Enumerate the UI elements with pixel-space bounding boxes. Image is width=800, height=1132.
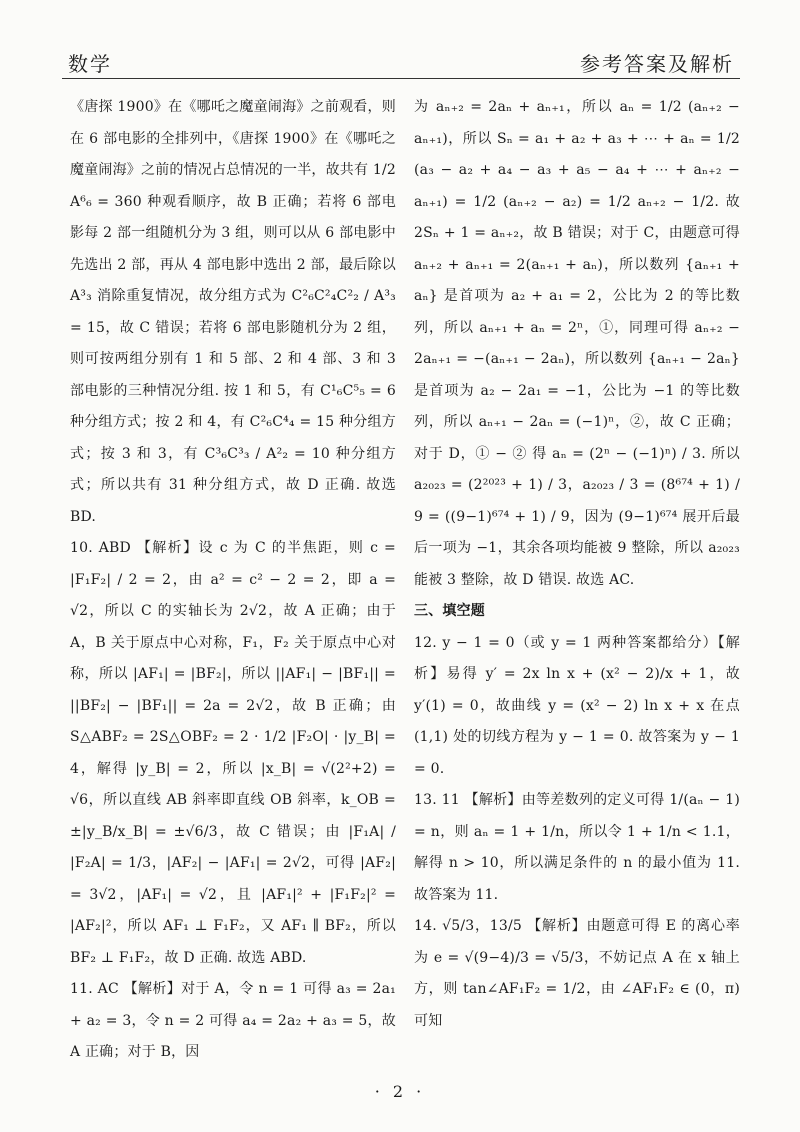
solution-9-continued: 《唐探 1900》在《哪吒之魔童闹海》之前观看，则在 6 部电影的全排列中，《唐探 1900》在《哪吒之魔童闹海》之前的情况占总情况的一半，故共有 1/2 A⁶₆ = 360 种观看顺序，故 B 正确；若将 6 部电影每 2 部一组随机分为 3 组，则可以从 6 部电影中先选出 2 部，再从 4 部电影中选出 2 部，最后除以 A³₃ 消除重复情况，故分组方式为 C²₆C²₄C²₂ / A³₃ = 15，故 C 错误；若将 6 部电影随机分为 2 组，则可按两组分别有 1 和 5 部、2 和 4 部、3 和 3 部电影的三种情况分组. 按 1 和 5，有 C¹₆C⁵₅ = 6 种分组方式；按 2 和 4，有 C²₆C⁴₄ = 15 种分组方式；按 3 和 3，有 C³₆C³₃ / A²₂ = 10 种分组方式；所以共有 31 种分组方式，故 D 正确. 故选 BD.	[70, 99, 396, 525]
page-number: · 2 ·	[374, 1082, 426, 1101]
solution-14: 14. √5/3，13/5 【解析】由题意可得 E 的离心率为 e = √(9−4)/3 = √5/3，不妨记点 A 在 x 轴上方，则 tan∠AF₁F₂ = 1/2，由 ∠AF₁F₂ ∈ (0，π) 可知	[414, 918, 740, 1029]
section-heading-fill-in: 三、填空题	[414, 603, 485, 619]
solution-11-start: 11. AC 【解析】对于 A，令 n = 1 可得 a₃ = 2a₁ + a₂ = 3，令 n = 2 可得 a₄ = 2a₂ + a₃ = 5，故 A 正确；对于 B，因	[70, 981, 396, 1060]
right-column	[414, 92, 740, 1037]
subject-label: 数学	[68, 52, 112, 76]
solution-12: 12. y − 1 = 0（或 y = 1 两种答案都给分）【解析】易得 y′ = 2x ln x + (x² − 2)/x + 1，故 y′(1) = 0，故曲线 y = (x² − 2) ln x + x 在点 (1,1) 处的切线方程为 y − 1 = 0. 故答案为 y − 1 = 0.	[414, 634, 740, 777]
solution-11-continued: 为 aₙ₊₂ = 2aₙ + aₙ₊₁，所以 aₙ = 1/2 (aₙ₊₂ − aₙ₊₁)，所以 Sₙ = a₁ + a₂ + a₃ + ⋯ + aₙ = 1/2 (a₃ − a₂ + a₄ − a₃ + a₅ − a₄ + ⋯ + aₙ₊₂ − aₙ₊₁) = 1/2 (aₙ₊₂ − a₂) = 1/2 aₙ₊₂ − 1/2. 故 2Sₙ + 1 = aₙ₊₂，故 B 错误；对于 C，由题意可得 aₙ₊₂ + aₙ₊₁ = 2(aₙ₊₁ + aₙ)，所以数列 {aₙ₊₁ + aₙ} 是首项为 a₂ + a₁ = 2，公比为 2 的等比数列，所以 aₙ₊₁ + aₙ = 2ⁿ，①，同理可得 aₙ₊₂ − 2aₙ₊₁ = −(aₙ₊₁ − 2aₙ)，所以数列 {aₙ₊₁ − 2aₙ} 是首项为 a₂ − 2a₁ = −1，公比为 −1 的等比数列，所以 aₙ₊₁ − 2aₙ = (−1)ⁿ，②，故 C 正确；对于 D，① − ② 得 aₙ = (2ⁿ − (−1)ⁿ) / 3. 所以 a₂₀₂₃ = (2²⁰²³ + 1) / 3，a₂₀₂₃ / 3 = (8⁶⁷⁴ + 1) / 9 = ((9−1)⁶⁷⁴ + 1) / 9，因为 (9−1)⁶⁷⁴ 展开后最后一项为 −1，其余各项均能被 9 整除，所以 a₂₀₂₃ 能被 3 整除，故 D 错误. 故选 AC.	[414, 99, 740, 588]
solution-13: 13. 11 【解析】由等差数列的定义可得 1/(aₙ − 1) = n，则 aₙ = 1 + 1/n，所以令 1 + 1/n < 1.1，解得 n > 10，所以满足条件的 n 的最小值为 11. 故答案为 11.	[414, 792, 740, 903]
header-title: 参考答案及解析	[580, 52, 734, 76]
page-header	[62, 42, 740, 79]
left-column	[70, 92, 396, 1069]
solution-10: 10. ABD 【解析】设 c 为 C 的半焦距，则 c = |F₁F₂| / 2 = 2，由 a² = c² − 2 = 2，即 a = √2，所以 C 的实轴长为 2√2，故 A 正确；由于 A，B 关于原点中心对称，F₁，F₂ 关于原点中心对称，所以 |AF₁| = |BF₂|，所以 ||AF₁| − |BF₁|| = ||BF₂| − |BF₁|| = 2a = 2√2，故 B 正确；由 S△ABF₂ = 2S△OBF₂ = 2 · 1/2 |F₂O| · |y_B| = 4，解得 |y_B| = 2，所以 |x_B| = √(2²+2) = √6，所以直线 AB 斜率即直线 OB 斜率，k_OB = ±|y_B/x_B| = ±√6/3，故 C 错误；由 |F₁A| / |F₂A| = 1/3，|AF₂| − |AF₁| = 2√2，可得 |AF₂| = 3√2，|AF₁| = √2，且 |AF₁|² + |F₁F₂|² = |AF₂|²，所以 AF₁ ⊥ F₁F₂，又 AF₁ ∥ BF₂，所以 BF₂ ⊥ F₁F₂，故 D 正确. 故选 ABD.	[70, 540, 396, 966]
